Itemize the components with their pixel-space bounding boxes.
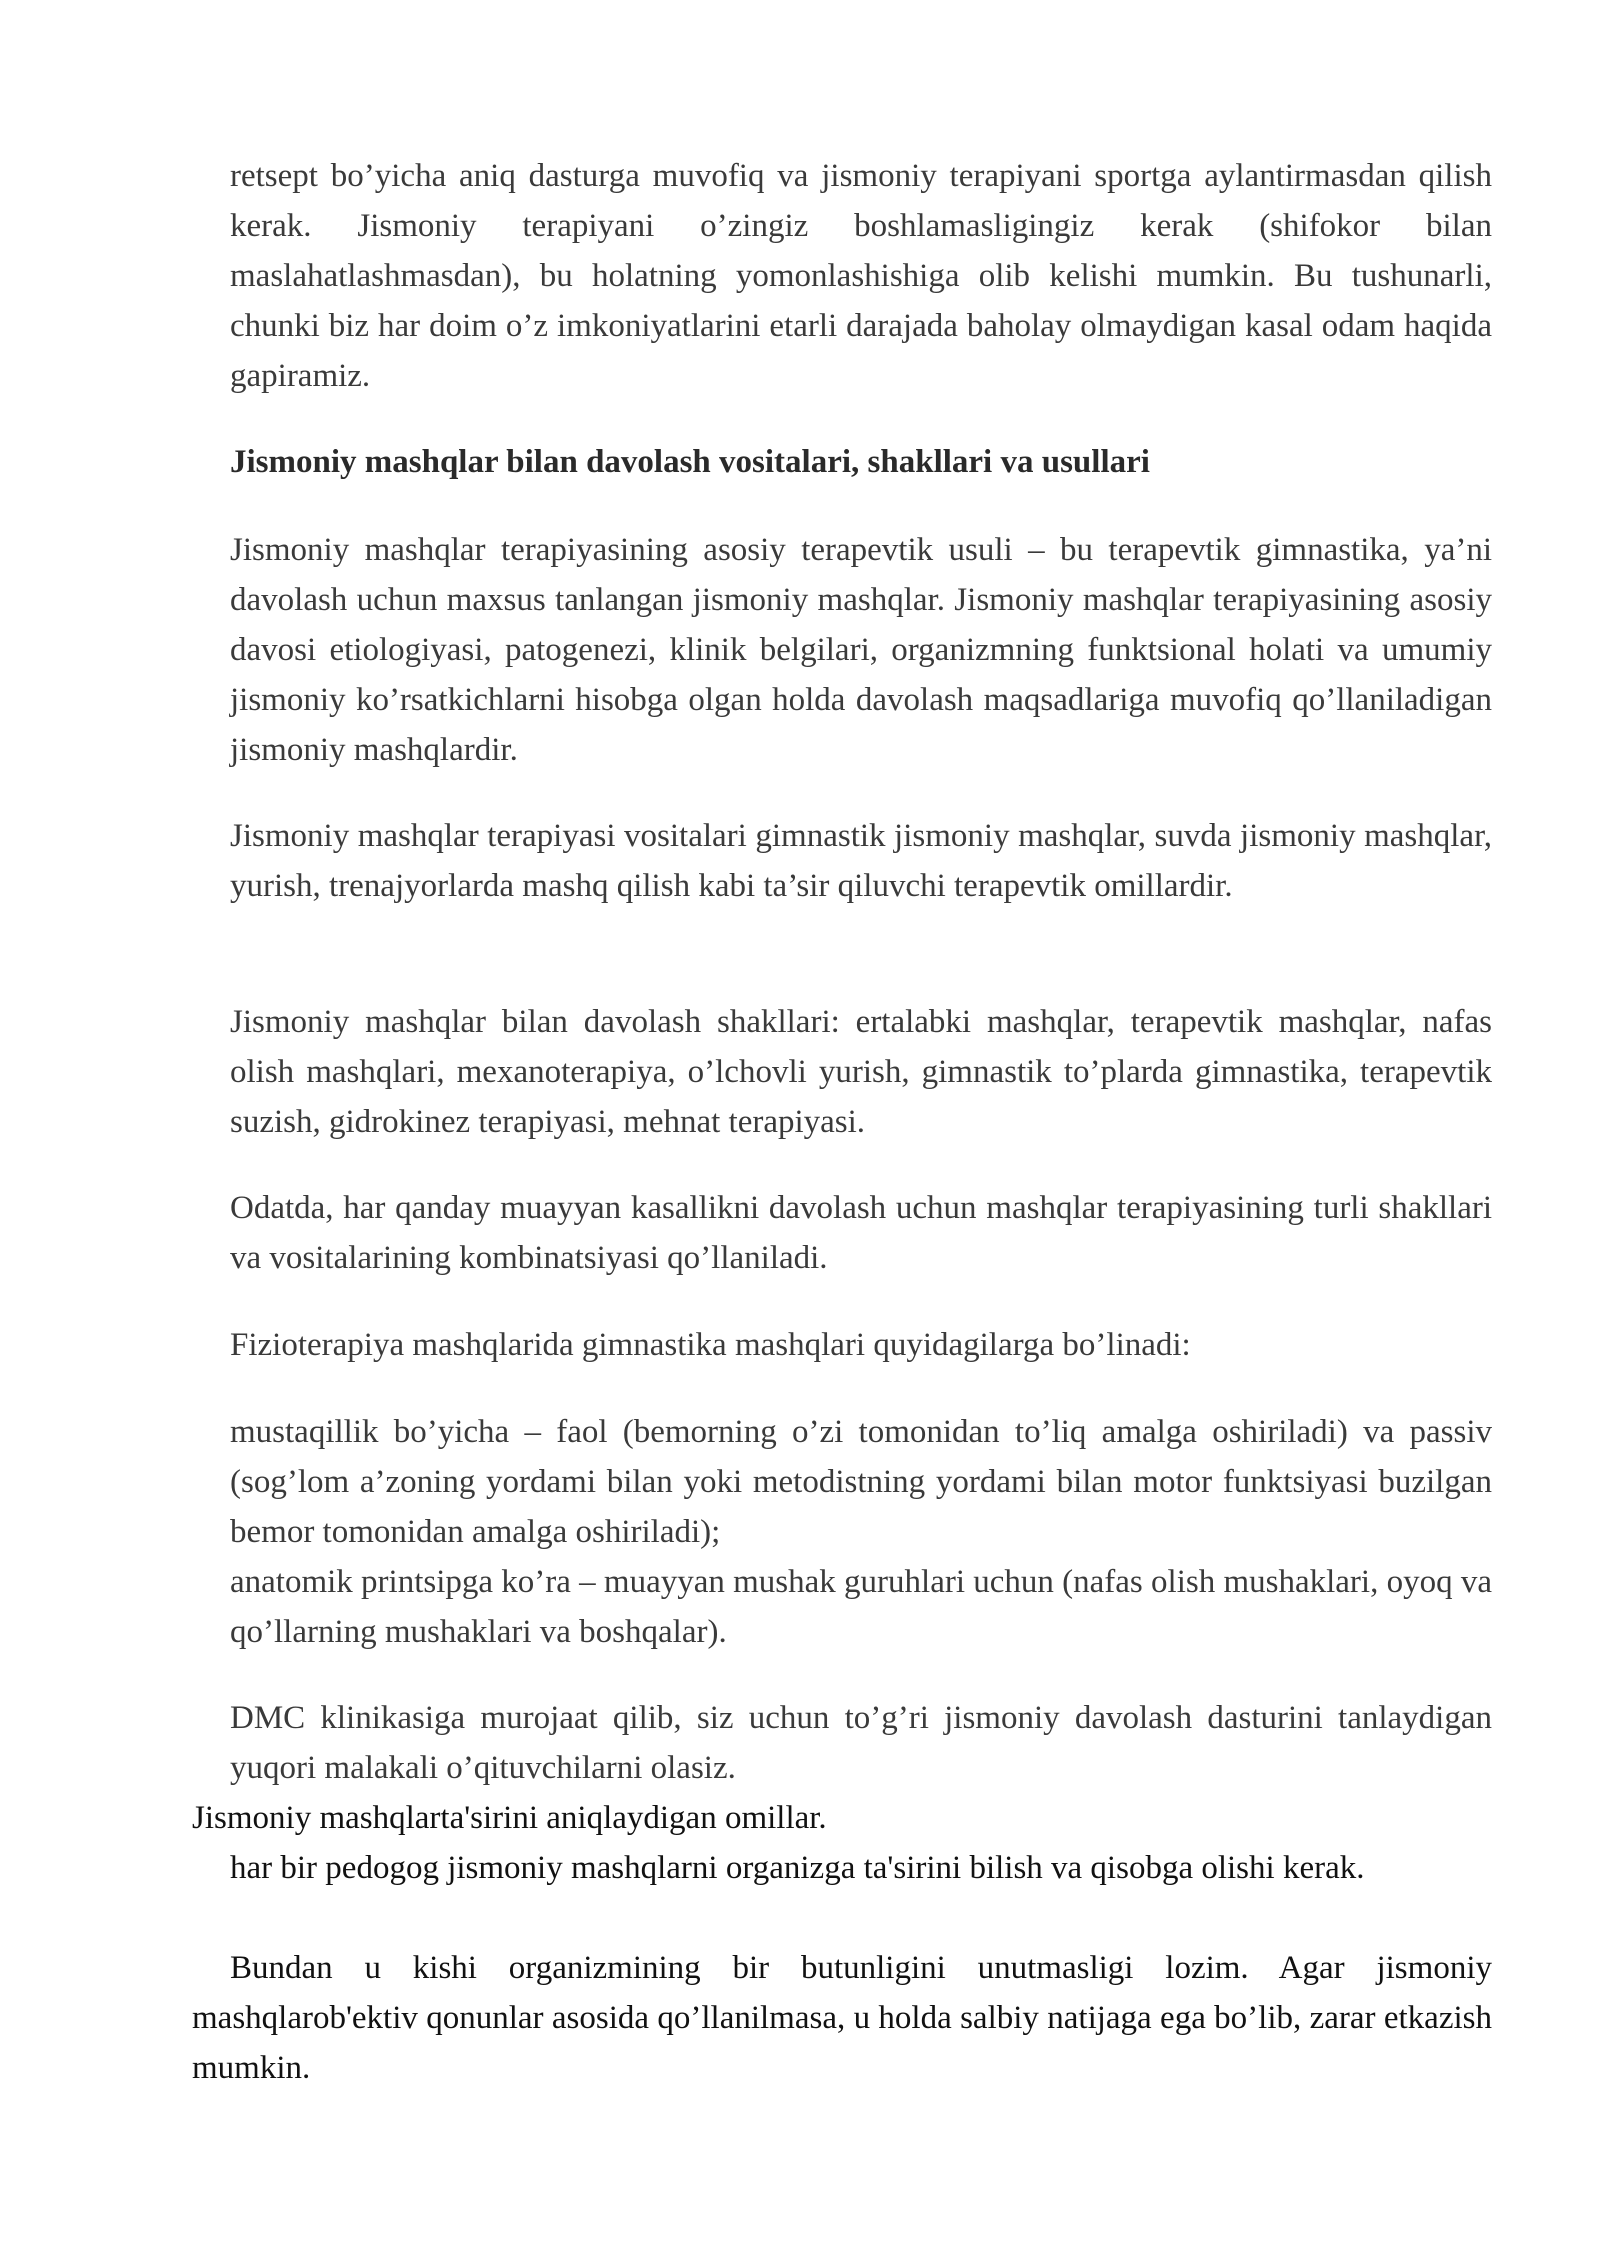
section-heading: Jismoniy mashqlar bilan davolash vositalari, shakllari va usullari bbox=[230, 444, 1150, 480]
paragraph-forms: Jismoniy mashqlar bilan davolash shakllari: ertalabki mashqlar, terapevtik mashqlar, nafas olish mashqlari, mexanoterapiya, o’lchovli yurish, gimnastik to’plarda gimnastika, terapevtik suzish, gidrokinez terapiyasi, mehnat terapiyasi. bbox=[230, 1004, 1492, 1140]
paragraph-conclusion: Bundan u kishi organizmining bir butunligini unutmasligi lozim. Agar jismoniy mashqlarob'ektiv qonunlar asosida qo’llanilmasa, u holda salbiy natijaga ega bo’lib, zarar etkazish mumkin. bbox=[192, 1950, 1492, 2086]
paragraph-combination: Odatda, har qanday muayyan kasallikni davolash uchun mashqlar terapiyasining turli shakllari va vositalarining kombinatsiyasi qo’llaniladi. bbox=[230, 1190, 1492, 1276]
paragraph-intro: retsept bo’yicha aniq dasturga muvofiq va jismoniy terapiyani sportga aylantirmasdan qilish kerak. Jismoniy terapiyani o’zingiz boshlamasligingiz kerak (shifokor bilan maslahatlashmasdan), bu holatning yomonlashishiga olib kelishi mumkin. Bu tushunarli, chunki biz har doim o’z imkoniyatlarini etarli darajada baholay olmaydigan kasal odam haqida gapiramiz. bbox=[230, 158, 1492, 394]
paragraph-means: Jismoniy mashqlar terapiyasi vositalari gimnastik jismoniy mashqlar, suvda jismoniy mashqlar, yurish, trenajyorlarda mashq qilish kabi ta’sir qiluvchi terapevtik omillardir. bbox=[230, 818, 1492, 904]
paragraph-main-method: Jismoniy mashqlar terapiyasining asosiy terapevtik usuli – bu terapevtik gimnastika, ya’ni davolash uchun maxsus tanlangan jismoniy mashqlar. Jismoniy mashqlar terapiyasining asosiy davosi etiologiyasi, patogenezi, klinik belgilari, organizmning funktsional holati va umumiy jismoniy ko’rsatkichlarni hisobga olgan holda davolash maqsadlariga muvofiq qo’llaniladigan jismoniy mashqlardir. bbox=[230, 532, 1492, 768]
paragraph-pedagogue: har bir pedogog jismoniy mashqlarni organizga ta'sirini bilish va qisobga olishi kerak. bbox=[230, 1850, 1365, 1886]
paragraph-anatomic: anatomik printsipga ko’ra – muayyan mushak guruhlari uchun (nafas olish mushaklari, oyoq va qo’llarning mushaklari va boshqalar). bbox=[230, 1564, 1492, 1650]
paragraph-division: Fizioterapiya mashqlarida gimnastika mashqlari quyidagilarga bo’linadi: bbox=[230, 1327, 1191, 1363]
paragraph-factors: Jismoniy mashqlarta'sirini aniqlaydigan omillar. bbox=[192, 1800, 827, 1836]
paragraph-independence: mustaqillik bo’yicha – faol (bemorning o’zi tomonidan to’liq amalga oshiriladi) va passiv (sog’lom a’zoning yordami bilan yoki metodistning yordami bilan motor funktsiyasi buzilgan bemor tomonidan amalga oshiriladi); bbox=[230, 1414, 1492, 1550]
paragraph-clinic: DMC klinikasiga murojaat qilib, siz uchun to’g’ri jismoniy davolash dasturini tanlaydigan yuqori malakali o’qituvchilarni olasiz. bbox=[230, 1700, 1492, 1786]
